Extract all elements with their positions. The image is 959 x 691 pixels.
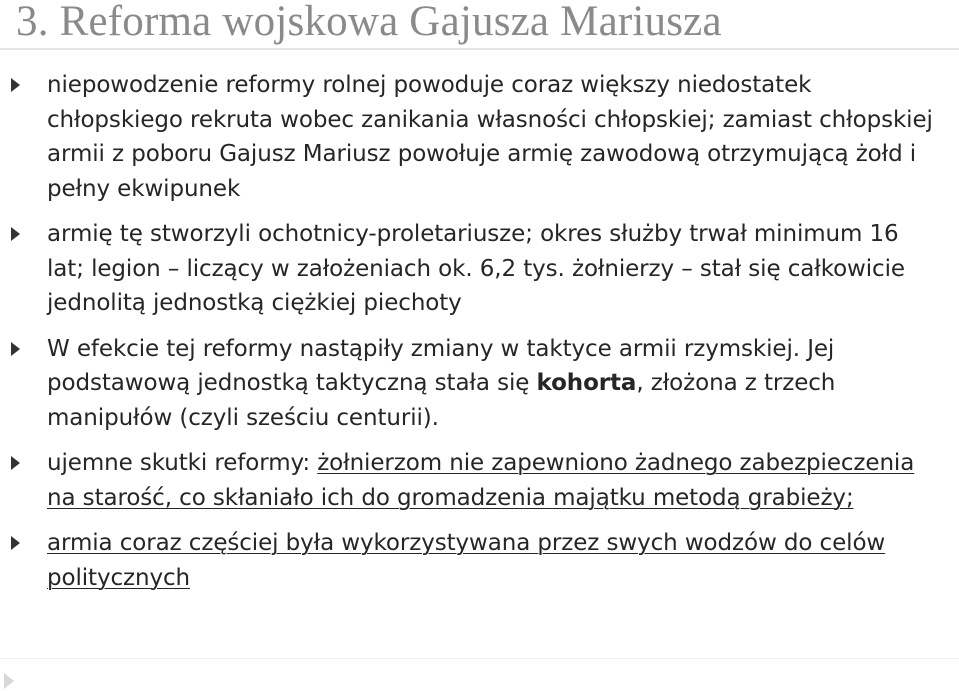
bullet-arrow-icon bbox=[11, 342, 20, 356]
bullet-item bbox=[0, 446, 959, 515]
bullet-item bbox=[0, 526, 959, 595]
slide-title: 3. Reforma wojskowa Gajusza Mariusza bbox=[16, 0, 722, 45]
bullet-text-tail: , złożona z trzech manipułów (czyli sześciu centurii). bbox=[47, 370, 836, 431]
slide-nav-arrow-icon[interactable] bbox=[4, 673, 14, 689]
bullet-arrow-icon bbox=[11, 227, 20, 241]
bullet-text-bold: kohorta bbox=[536, 370, 637, 396]
bullet-arrow-icon bbox=[11, 78, 20, 92]
bullet-text-underlined: żołnierzom nie zapewniono żadnego zabezpieczenia na starość, co skłaniało ich do gromadzenia majątku metodą grabieży; bbox=[47, 450, 915, 511]
bullet-text-underlined: armia coraz częściej była wykorzystywana przez swych wodzów do celów politycznych bbox=[47, 530, 886, 591]
bullet-text-lead: W efekcie tej reformy nastąpiły zmiany w taktyce armii rzymskiej. Jej podstawową jednostką taktyczną stała się bbox=[47, 335, 835, 396]
bullet-list bbox=[0, 68, 959, 595]
bullet-text: niepowodzenie reformy rolnej powoduje coraz większy niedostatek chłopskiego rekruta wobec zanikania własności chłopskiej; zamiast chłopskiej armii z poboru Gajusz Mariusz powołuje armię zawodową otrzymującą żołd i pełny ekwipunek bbox=[47, 72, 933, 202]
title-divider bbox=[0, 48, 959, 50]
bullet-text-lead: ujemne skutki reformy: bbox=[47, 450, 318, 476]
footer-divider bbox=[0, 658, 959, 659]
bullet-arrow-icon bbox=[11, 456, 20, 470]
bullet-text bbox=[47, 336, 835, 431]
bullet-item bbox=[0, 332, 959, 436]
bullet-text bbox=[47, 450, 914, 511]
bullet-item bbox=[0, 217, 959, 321]
bullet-text: armię tę stworzyli ochotnicy-proletariusze; okres służby trwał minimum 16 lat; legion – liczący w założeniach ok. 6,2 tys. żołnierzy – stał się całkowicie jednolitą jednostką ciężkiej piechoty bbox=[47, 221, 905, 316]
bullet-item bbox=[0, 68, 959, 206]
bullet-arrow-icon bbox=[11, 536, 20, 550]
